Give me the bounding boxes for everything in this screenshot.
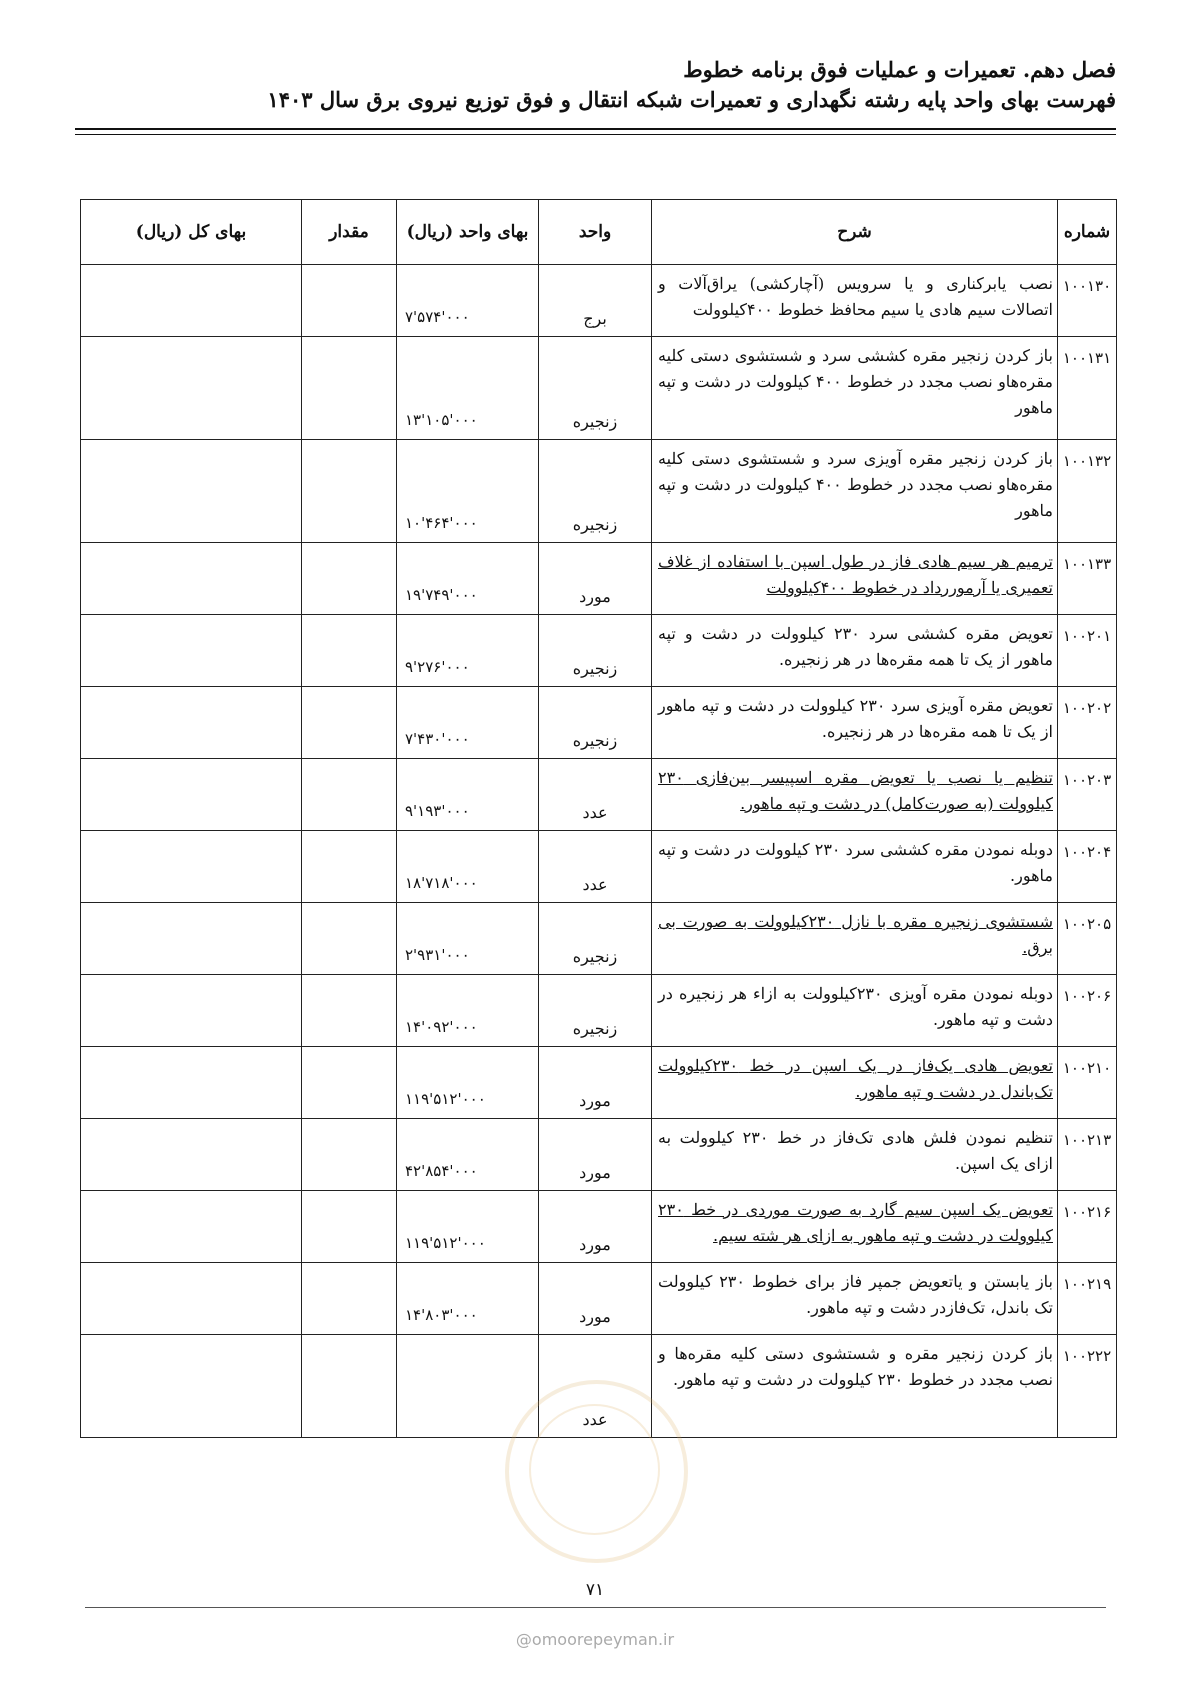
row-quantity <box>302 1263 397 1335</box>
row-quantity <box>302 440 397 543</box>
row-unit-price: ۹'۲۷۶'۰۰۰ <box>397 615 539 687</box>
row-unit: عدد <box>539 831 652 903</box>
row-total-price <box>81 543 302 615</box>
row-quantity <box>302 1119 397 1191</box>
row-quantity <box>302 543 397 615</box>
row-total-price <box>81 687 302 759</box>
row-unit-price: ۱۹'۷۴۹'۰۰۰ <box>397 543 539 615</box>
table-row <box>81 687 1117 759</box>
row-number: ۱۰۰۱۳۲ <box>1058 440 1117 543</box>
table-row <box>81 543 1117 615</box>
row-number: ۱۰۰۲۰۴ <box>1058 831 1117 903</box>
row-description-text: تنظیم یا نصب یا تعویض مقره اسپیسر بین‌فازی ۲۳۰ کیلوولت (به صورت‌کامل) در دشت و تپه ماهور. <box>658 768 1053 813</box>
table-row <box>81 337 1117 440</box>
header-rule-thick <box>75 128 1116 130</box>
row-description-text: شستشوی زنجیره مقره با نازل ۲۳۰کیلوولت به صورت بی برق. <box>658 912 1053 957</box>
row-quantity <box>302 615 397 687</box>
table-row <box>81 1191 1117 1263</box>
row-description <box>652 1263 1058 1335</box>
row-unit: برج <box>539 265 652 337</box>
row-number: ۱۰۰۱۳۳ <box>1058 543 1117 615</box>
row-description-text: دوبله نمودن مقره کششی سرد ۲۳۰ کیلوولت در دشت و تپه ماهور. <box>658 840 1053 885</box>
row-number: ۱۰۰۲۱۶ <box>1058 1191 1117 1263</box>
row-unit-price: ۹'۱۹۳'۰۰۰ <box>397 759 539 831</box>
row-total-price <box>81 265 302 337</box>
header-unit-price: بهای واحد (ریال) <box>397 200 539 265</box>
row-unit: زنجیره <box>539 975 652 1047</box>
row-description <box>652 687 1058 759</box>
row-quantity <box>302 1047 397 1119</box>
document-subtitle: فهرست بهای واحد پایه رشته نگهداری و تعمیرات شبکه انتقال و فوق توزیع نیروی برق سال ۱۴۰۳ <box>267 87 1116 112</box>
table-row <box>81 903 1117 975</box>
row-unit: مورد <box>539 1047 652 1119</box>
header-description: شرح <box>652 200 1058 265</box>
row-quantity <box>302 337 397 440</box>
table-row <box>81 265 1117 337</box>
row-unit-price: ۷'۵۷۴'۰۰۰ <box>397 265 539 337</box>
row-total-price <box>81 1263 302 1335</box>
row-unit: مورد <box>539 1191 652 1263</box>
table-row <box>81 440 1117 543</box>
page-number: ۷۱ <box>585 1580 605 1600</box>
row-quantity <box>302 1191 397 1263</box>
row-unit-price: ۴۲'۸۵۴'۰۰۰ <box>397 1119 539 1191</box>
row-number: ۱۰۰۲۱۳ <box>1058 1119 1117 1191</box>
row-total-price <box>81 1191 302 1263</box>
row-quantity <box>302 903 397 975</box>
row-unit: مورد <box>539 1119 652 1191</box>
row-unit: عدد <box>539 759 652 831</box>
row-unit: زنجیره <box>539 440 652 543</box>
row-number: ۱۰۰۲۰۳ <box>1058 759 1117 831</box>
row-quantity <box>302 759 397 831</box>
row-unit-price: ۱۳'۱۰۵'۰۰۰ <box>397 337 539 440</box>
header-rule-thin <box>75 134 1116 135</box>
row-total-price <box>81 1119 302 1191</box>
row-description-text: تعویض مقره کششی سرد ۲۳۰ کیلوولت در دشت و تپه ماهور از یک تا همه مقره‌ها در هر زنجیره. <box>658 624 1053 669</box>
chapter-title: فصل دهم. تعمیرات و عملیات فوق برنامه خطوط <box>683 57 1116 82</box>
row-unit-price: ۱۰'۴۶۴'۰۰۰ <box>397 440 539 543</box>
row-total-price <box>81 831 302 903</box>
row-description <box>652 337 1058 440</box>
table-row <box>81 831 1117 903</box>
row-number: ۱۰۰۲۱۰ <box>1058 1047 1117 1119</box>
header-quantity: مقدار <box>302 200 397 265</box>
header-number: شماره <box>1058 200 1117 265</box>
row-unit-price: ۱۴'۰۹۲'۰۰۰ <box>397 975 539 1047</box>
row-description <box>652 759 1058 831</box>
row-unit: مورد <box>539 1263 652 1335</box>
row-number: ۱۰۰۲۱۹ <box>1058 1263 1117 1335</box>
row-total-price <box>81 903 302 975</box>
row-unit: عدد <box>539 1335 652 1438</box>
row-number: ۱۰۰۲۰۶ <box>1058 975 1117 1047</box>
row-total-price <box>81 1335 302 1438</box>
row-description <box>652 615 1058 687</box>
row-description <box>652 831 1058 903</box>
table-row <box>81 615 1117 687</box>
page-header <box>75 55 1116 115</box>
row-total-price <box>81 1047 302 1119</box>
row-unit-price: ۱۸'۷۱۸'۰۰۰ <box>397 831 539 903</box>
row-description <box>652 543 1058 615</box>
row-description <box>652 440 1058 543</box>
row-description-text: باز کردن زنجیر مقره آویزی سرد و شستشوی دستی کلیه مقره‌هاو نصب مجدد در خطوط ۴۰۰ کیلوولت در دشت و تپه ماهور <box>658 449 1053 520</box>
row-total-price <box>81 440 302 543</box>
row-number: ۱۰۰۱۳۰ <box>1058 265 1117 337</box>
row-description-text: نصب یابرکناری و یا سرویس (آچارکشی) یراق‌آلات و اتصالات سیم هادی یا سیم محافظ خطوط ۴۰۰کیلوولت <box>658 274 1053 319</box>
row-description-text: باز کردن زنجیر مقره و شستشوی دستی کلیه مقره‌ها و نصب مجدد در خطوط ۲۳۰ کیلوولت در دشت و تپه ماهور. <box>658 1344 1053 1389</box>
footer-rule <box>85 1607 1106 1608</box>
row-number: ۱۰۰۲۰۵ <box>1058 903 1117 975</box>
row-unit: زنجیره <box>539 615 652 687</box>
row-quantity <box>302 687 397 759</box>
row-quantity <box>302 975 397 1047</box>
row-unit-price: ۱۱۹'۵۱۲'۰۰۰ <box>397 1047 539 1119</box>
row-number: ۱۰۰۲۲۲ <box>1058 1335 1117 1438</box>
header-unit: واحد <box>539 200 652 265</box>
table-row <box>81 975 1117 1047</box>
row-unit: زنجیره <box>539 337 652 440</box>
table-row <box>81 1263 1117 1335</box>
table-row <box>81 759 1117 831</box>
row-unit: مورد <box>539 543 652 615</box>
row-description-text: دوبله نمودن مقره آویزی ۲۳۰کیلوولت به ازاء هر زنجیره در دشت و تپه ماهور. <box>658 984 1053 1029</box>
row-unit: زنجیره <box>539 687 652 759</box>
row-description <box>652 1191 1058 1263</box>
table-header-row <box>81 200 1117 265</box>
header-total-price: بهای کل (ریال) <box>81 200 302 265</box>
table-row <box>81 1119 1117 1191</box>
row-description-text: تعویض هادی یک‌فاز در یک اسپن در خط ۲۳۰کیلوولت تک‌باندل در دشت و تپه ماهور. <box>658 1056 1053 1101</box>
table-row <box>81 1335 1117 1438</box>
row-description <box>652 1047 1058 1119</box>
website-watermark: @omoorepeyman.ir <box>515 1630 675 1649</box>
row-description-text: باز یابستن و یاتعویض جمپر فاز برای خطوط ۲۳۰ کیلوولت تک باندل، تک‌فازدر دشت و تپه ماهور. <box>658 1272 1054 1317</box>
row-number: ۱۰۰۱۳۱ <box>1058 337 1117 440</box>
row-description-text: باز کردن زنجیر مقره کششی سرد و شستشوی دستی کلیه مقره‌هاو نصب مجدد در خطوط ۴۰۰ کیلوولت در دشت و تپه ماهور <box>658 346 1053 417</box>
row-unit-price: ۱۱۹'۵۱۲'۰۰۰ <box>397 1191 539 1263</box>
row-description <box>652 1335 1058 1438</box>
row-description-text: تعویض یک اسپن سیم گارد به صورت موردی در خط ۲۳۰ کیلوولت در دشت و تپه ماهور به ازای هر شته سیم. <box>658 1200 1053 1245</box>
table-row <box>81 1047 1117 1119</box>
row-total-price <box>81 759 302 831</box>
row-quantity <box>302 1335 397 1438</box>
row-description-text: تنظیم نمودن فلش هادی تک‌فاز در خط ۲۳۰ کیلوولت به ازای یک اسپن. <box>658 1128 1053 1173</box>
row-unit-price <box>397 1335 539 1438</box>
row-number: ۱۰۰۲۰۱ <box>1058 615 1117 687</box>
row-total-price <box>81 615 302 687</box>
row-description-text: تعویض مقره آویزی سرد ۲۳۰ کیلوولت در دشت و تپه ماهور از یک تا همه مقره‌ها در هر زنجیره. <box>658 696 1054 741</box>
row-unit-price: ۱۴'۸۰۳'۰۰۰ <box>397 1263 539 1335</box>
row-total-price <box>81 975 302 1047</box>
row-number: ۱۰۰۲۰۲ <box>1058 687 1117 759</box>
row-description <box>652 975 1058 1047</box>
row-quantity <box>302 265 397 337</box>
row-unit: زنجیره <box>539 903 652 975</box>
row-description <box>652 265 1058 337</box>
price-list-table <box>80 199 1117 1438</box>
row-unit-price: ۲'۹۳۱'۰۰۰ <box>397 903 539 975</box>
row-total-price <box>81 337 302 440</box>
row-description <box>652 1119 1058 1191</box>
row-description-text: ترمیم هر سیم هادی فاز در طول اسپن با استفاده از غلاف تعمیری یا آرموررداد در خطوط ۴۰۰کیلوولت <box>658 552 1053 597</box>
row-quantity <box>302 831 397 903</box>
row-description <box>652 903 1058 975</box>
row-unit-price: ۷'۴۳۰'۰۰۰ <box>397 687 539 759</box>
